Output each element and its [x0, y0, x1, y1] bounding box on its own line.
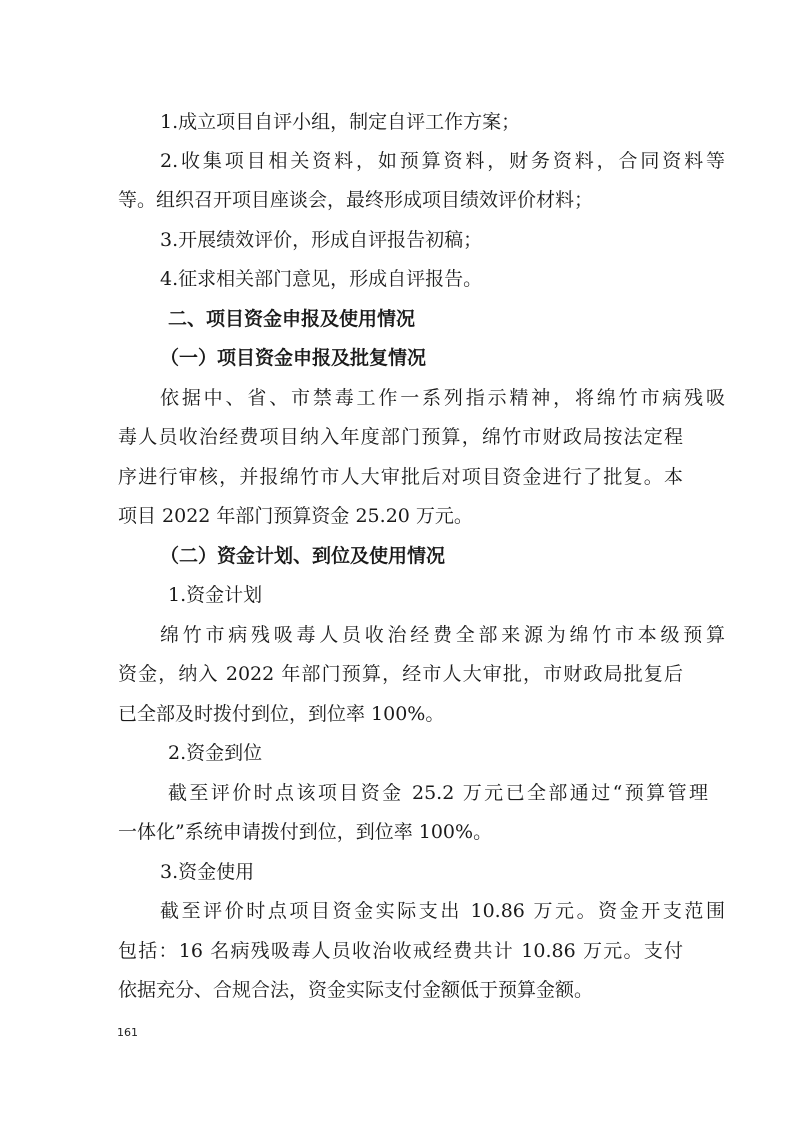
page-number: 161 [117, 1026, 138, 1039]
paragraph-line: 截至评价时点项目资金实际支出 10.86 万元。资金开支范围 [160, 900, 725, 922]
paragraph-line: 依据中、省、市禁毒工作一系列指示精神，将绵竹市病残吸 [160, 387, 725, 409]
subsection-heading-1: （一）项目资金申报及批复情况 [160, 347, 427, 369]
list-item-2: 2.收集项目相关资料，如预算资料，财务资料，合同资料等 [160, 150, 725, 172]
paragraph-line: 截至评价时点该项目资金 25.2 万元已全部通过“预算管理 [168, 782, 708, 804]
paragraph-line: 依据充分、合规合法，资金实际支付金额低于预算金额。 [118, 979, 594, 1001]
list-item-3: 3.开展绩效评价，形成自评报告初稿； [160, 229, 483, 251]
paragraph-line: 项目 2022 年部门预算资金 25.20 万元。 [118, 505, 473, 527]
paragraph-line: 包括：16 名病残吸毒人员收治收戒经费共计 10.86 万元。支付 [118, 940, 683, 962]
list-item-1: 1.成立项目自评小组，制定自评工作方案； [160, 111, 521, 133]
paragraph-line: 毒人员收治经费项目纳入年度部门预算，绵竹市财政局按法定程 [118, 426, 683, 448]
subsection-heading-2: （二）资金计划、到位及使用情况 [160, 545, 446, 567]
section-heading: 二、项目资金申报及使用情况 [168, 308, 416, 330]
list-item-2-cont: 等。组织召开项目座谈会，最终形成项目绩效评价材料； [118, 189, 594, 211]
item-heading-2: 2.资金到位 [168, 742, 263, 764]
paragraph-line: 资金，纳入 2022 年部门预算，经市人大审批，市财政局批复后 [118, 663, 683, 685]
item-heading-1: 1.资金计划 [168, 584, 263, 606]
item-heading-3: 3.资金使用 [160, 861, 255, 883]
paragraph-line: 绵竹市病残吸毒人员收治经费全部来源为绵竹市本级预算 [160, 624, 725, 646]
paragraph-line: 已全部及时拨付到位，到位率 100%。 [118, 703, 445, 725]
list-item-4: 4.征求相关部门意见，形成自评报告。 [160, 268, 483, 290]
paragraph-line: 一体化”系统申请拨付到位，到位率 100%。 [118, 821, 493, 843]
paragraph-line: 序进行审核，并报绵竹市人大审批后对项目资金进行了批复。本 [118, 466, 683, 488]
